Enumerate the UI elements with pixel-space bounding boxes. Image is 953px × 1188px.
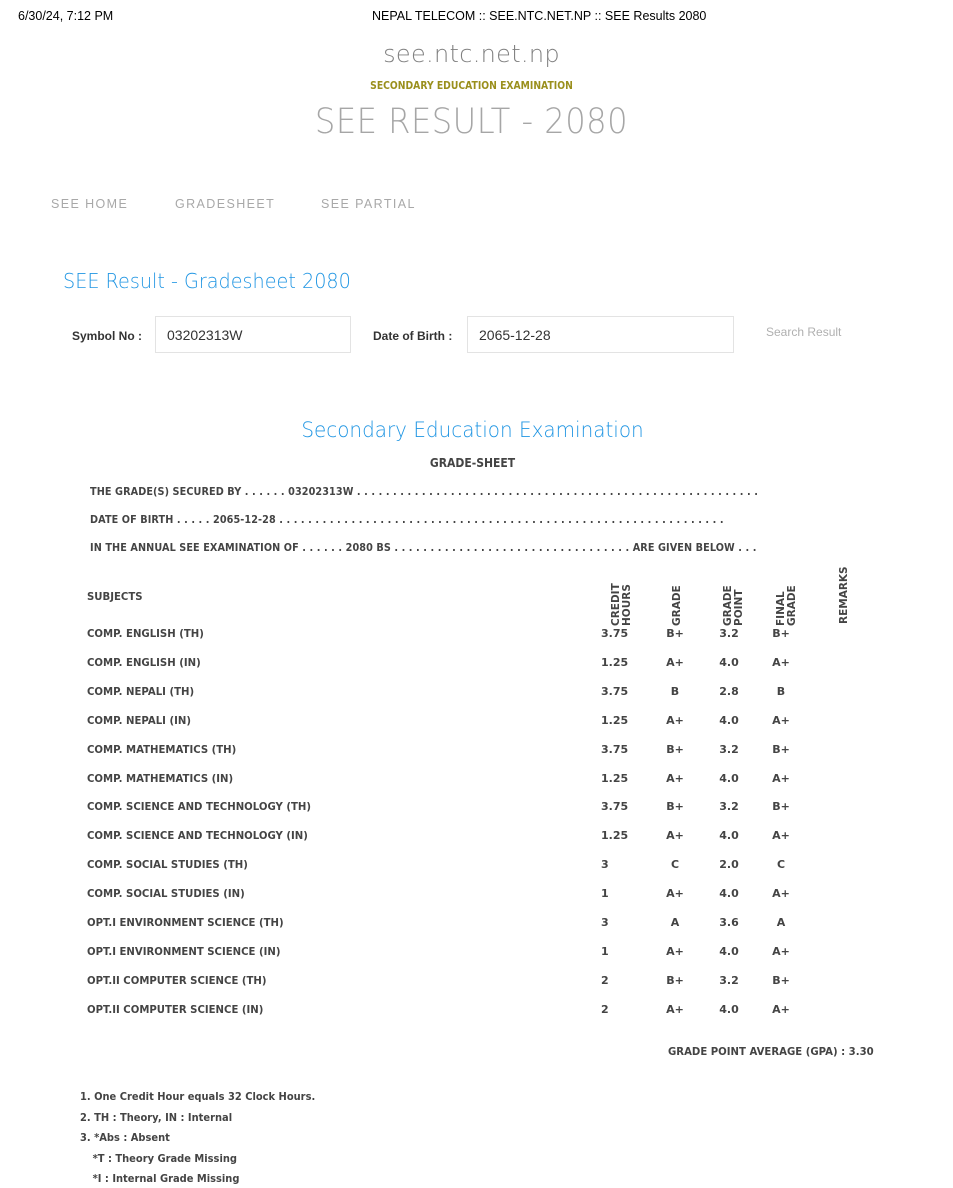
- final-grade-value: A+: [772, 944, 790, 958]
- final-grade-value: A+: [772, 713, 790, 727]
- nav-see-partial[interactable]: SEE PARTIAL: [321, 197, 416, 211]
- table-row: [0, 945, 953, 974]
- grade-point-value: 4.0: [719, 944, 739, 958]
- column-header-grade: [657, 570, 687, 626]
- print-datetime: 6/30/24, 7:12 PM: [18, 9, 114, 23]
- column-header-final-grade: [761, 570, 798, 626]
- search-form: [0, 316, 953, 354]
- subject-cell: COMP. MATHEMATICS (TH): [87, 742, 237, 756]
- gpa-summary: GRADE POINT AVERAGE (GPA) : 3.30: [668, 1045, 874, 1058]
- credit-hours-cell: 2: [601, 1002, 609, 1016]
- table-row: [0, 858, 953, 887]
- grade-value: B+: [666, 973, 684, 987]
- table-row: [0, 714, 953, 743]
- table-row: [0, 627, 953, 656]
- note-item: *T : Theory Grade Missing: [92, 1151, 237, 1165]
- gradesheet-subtitle: GRADE-SHEET: [429, 456, 516, 470]
- final-grade-value: B+: [772, 627, 790, 640]
- grade-value: C: [670, 858, 680, 872]
- subject-cell: OPT.II COMPUTER SCIENCE (IN): [87, 1002, 264, 1016]
- site-logo-text: see.ntc.net.np: [383, 40, 560, 68]
- note-item: 1. One Credit Hour equals 32 Clock Hours.: [80, 1090, 316, 1103]
- table-row: [0, 800, 953, 829]
- subject-cell: COMP. SCIENCE AND TECHNOLOGY (IN): [87, 829, 308, 843]
- grade-value: A+: [666, 944, 684, 958]
- final-grade-value: A+: [772, 887, 790, 901]
- final-grade-value: B: [776, 684, 786, 698]
- grade-value: A+: [666, 713, 684, 727]
- grade-value: A: [670, 916, 680, 929]
- grade-value: B: [670, 684, 680, 698]
- site-heading: SEE RESULT - 2080: [314, 102, 629, 142]
- credit-hours-cell: 3.75: [601, 627, 629, 640]
- table-row: [0, 685, 953, 714]
- column-header-grade-point-text: GRADE POINT: [722, 585, 745, 626]
- subject-cell: OPT.I ENVIRONMENT SCIENCE (TH): [87, 916, 284, 929]
- column-header-remarks: [824, 568, 854, 624]
- notes-list: [80, 1090, 315, 1188]
- grade-point-value: 4.0: [719, 1002, 739, 1016]
- subject-cell: COMP. NEPALI (IN): [87, 713, 191, 727]
- grade-point-value: 3.2: [719, 973, 739, 987]
- credit-hours-cell: 3.75: [601, 742, 629, 756]
- table-row: [0, 656, 953, 685]
- column-header-grade-point: [708, 570, 745, 626]
- final-grade-value: A+: [772, 771, 790, 785]
- grade-value: A+: [666, 655, 684, 669]
- grade-point-value: 4.0: [719, 655, 739, 669]
- credit-hours-cell: 3.75: [601, 684, 629, 698]
- subject-cell: COMP. SCIENCE AND TECHNOLOGY (TH): [87, 800, 312, 814]
- site-subtitle: SECONDARY EDUCATION EXAMINATION: [370, 80, 573, 92]
- dob-input[interactable]: [467, 316, 734, 353]
- table-row: [0, 887, 953, 916]
- symbol-no-input[interactable]: [155, 316, 351, 353]
- credit-hours-cell: 1: [601, 887, 609, 901]
- credit-hours-cell: 1.25: [601, 829, 629, 843]
- grade-point-value: 4.0: [719, 887, 739, 901]
- subject-cell: COMP. ENGLISH (IN): [87, 655, 201, 669]
- grade-point-value: 2.0: [719, 858, 739, 872]
- subject-cell: COMP. NEPALI (TH): [87, 684, 195, 698]
- exam-year-line: IN THE ANNUAL SEE EXAMINATION OF . . . . . . 2080 BS . . . . . . . . . . . . . . . . . . . . . . . . . . . . . . . . . ARE GIVEN BELOW . . .: [90, 541, 757, 554]
- grade-value: A+: [666, 771, 684, 785]
- nav-see-home[interactable]: SEE HOME: [51, 197, 129, 211]
- column-header-credit-hours-text: CREDIT HOURS: [610, 583, 633, 626]
- note-item: *I : Internal Grade Missing: [92, 1172, 240, 1185]
- column-header-grade-text: GRADE: [671, 585, 683, 626]
- nav-gradesheet[interactable]: GRADESHEET: [175, 197, 276, 211]
- credit-hours-cell: 3.75: [601, 800, 629, 814]
- grade-point-value: 3.2: [719, 627, 739, 640]
- subject-cell: OPT.II COMPUTER SCIENCE (TH): [87, 973, 267, 987]
- print-header: [0, 9, 953, 25]
- date-of-birth-line: DATE OF BIRTH . . . . . 2065-12-28 . . . . . . . . . . . . . . . . . . . . . . . . . . . . . . . . . . . . . . . . . . . . . . . . . . . . . . . . . . . . . .: [90, 513, 724, 526]
- grade-value: A+: [666, 829, 684, 843]
- final-grade-value: B+: [772, 742, 790, 756]
- table-row: [0, 1003, 953, 1032]
- gradesheet-title: Secondary Education Examination: [301, 418, 644, 442]
- grade-point-value: 3.6: [719, 916, 739, 929]
- final-grade-value: C: [776, 858, 786, 872]
- print-page-title: NEPAL TELECOM :: SEE.NTC.NET.NP :: SEE Results 2080: [372, 9, 707, 23]
- final-grade-value: A: [776, 916, 786, 929]
- grade-point-value: 2.8: [719, 684, 739, 698]
- grade-value: B+: [666, 800, 684, 814]
- final-grade-value: A+: [772, 655, 790, 669]
- subject-cell: COMP. ENGLISH (TH): [87, 627, 204, 640]
- column-header-remarks-text: REMARKS: [838, 566, 850, 624]
- column-header-subjects: SUBJECTS: [87, 590, 143, 603]
- grade-point-value: 3.2: [719, 800, 739, 814]
- section-title: SEE Result - Gradesheet 2080: [63, 269, 351, 293]
- credit-hours-cell: 1.25: [601, 771, 629, 785]
- symbol-no-label: Symbol No :: [72, 329, 143, 343]
- grade-value: B+: [666, 627, 684, 640]
- grade-value: A+: [666, 887, 684, 901]
- grade-point-value: 4.0: [719, 829, 739, 843]
- subject-cell: COMP. MATHEMATICS (IN): [87, 771, 234, 785]
- final-grade-value: A+: [772, 1002, 790, 1016]
- final-grade-value: A+: [772, 829, 790, 843]
- credit-hours-cell: 1.25: [601, 655, 629, 669]
- dob-label: Date of Birth :: [373, 329, 453, 343]
- credit-hours-cell: 1: [601, 944, 609, 958]
- grade-point-value: 4.0: [719, 771, 739, 785]
- subject-cell: COMP. SOCIAL STUDIES (TH): [87, 858, 248, 872]
- subject-cell: COMP. SOCIAL STUDIES (IN): [87, 887, 245, 901]
- column-header-credit-hours: [596, 570, 633, 626]
- grades-secured-line: THE GRADE(S) SECURED BY . . . . . . 03202313W . . . . . . . . . . . . . . . . . . . . . . . . . . . . . . . . . . . . . . . . . . . . . . . . . . . . . . . .: [90, 485, 758, 498]
- note-item: 3. *Abs : Absent: [80, 1131, 170, 1144]
- table-row: [0, 772, 953, 801]
- search-result-button[interactable]: Search Result: [766, 325, 842, 339]
- table-row: [0, 743, 953, 772]
- grade-value: A+: [666, 1002, 684, 1016]
- credit-hours-cell: 3: [601, 858, 609, 872]
- grade-point-value: 3.2: [719, 742, 739, 756]
- credit-hours-cell: 2: [601, 973, 609, 987]
- grade-value: B+: [666, 742, 684, 756]
- table-row: [0, 829, 953, 858]
- column-header-final-grade-text: FINAL GRADE: [775, 585, 798, 626]
- credit-hours-cell: 1.25: [601, 713, 629, 727]
- note-item: 2. TH : Theory, IN : Internal: [80, 1110, 233, 1124]
- subject-cell: OPT.I ENVIRONMENT SCIENCE (IN): [87, 944, 281, 958]
- final-grade-value: B+: [772, 973, 790, 987]
- table-row: [0, 974, 953, 1003]
- credit-hours-cell: 3: [601, 916, 609, 929]
- table-row: [0, 916, 953, 945]
- final-grade-value: B+: [772, 800, 790, 814]
- grade-point-value: 4.0: [719, 713, 739, 727]
